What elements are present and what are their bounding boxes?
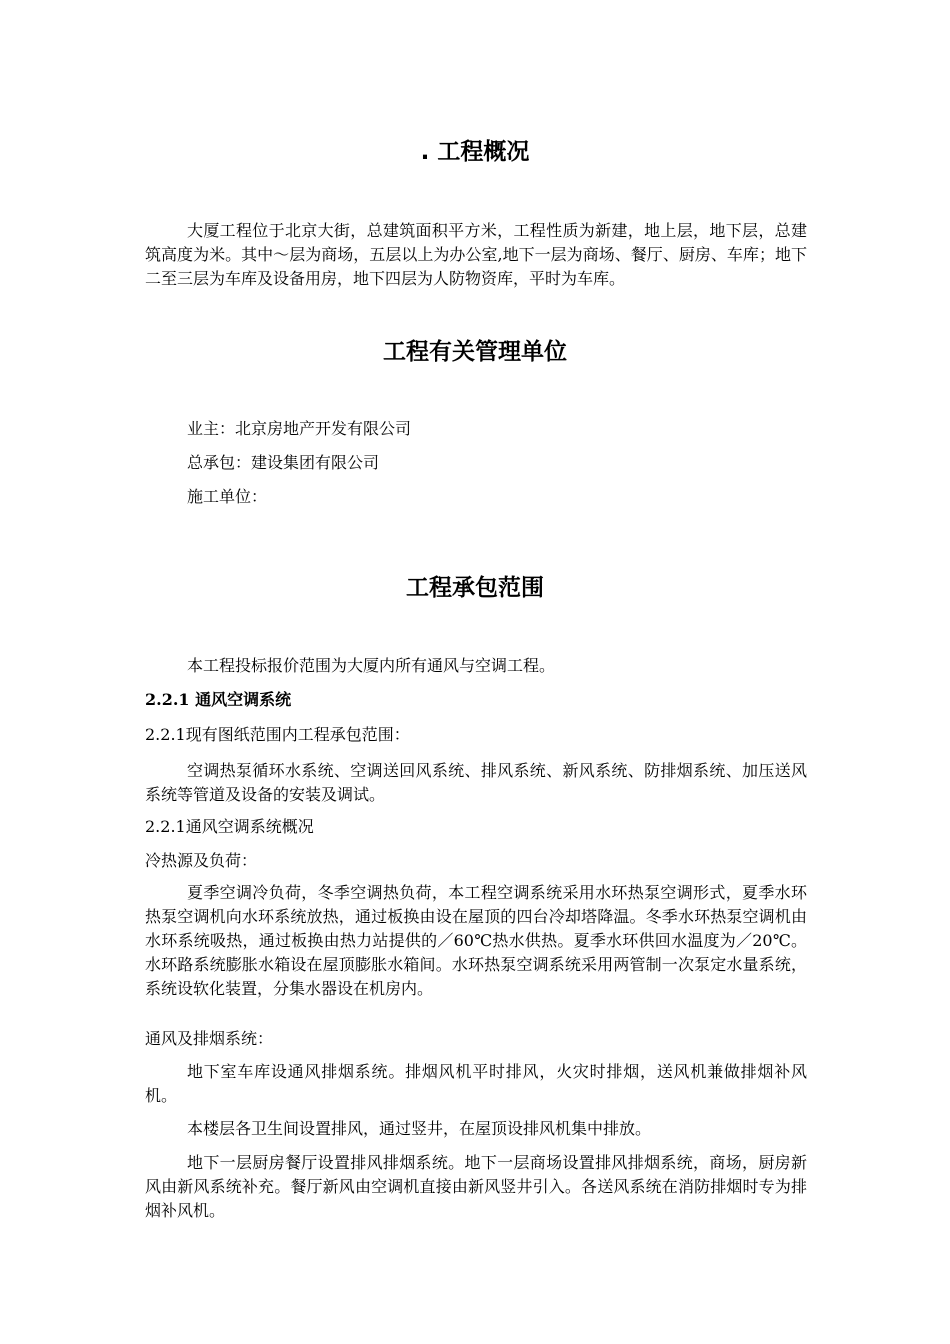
scope-intro: 本工程投标报价范围为大厦内所有通风与空调工程。	[187, 656, 556, 675]
ventilation-paragraph-kitchen: 地下一层厨房餐厅设置排风排烟系统。地下一层商场设置排风排烟系统，商场，厨房新风由新风系统补充。餐厅新风由空调机直接由新风竖井引入。各送风系统在消防排烟时专为排烟补风机。	[145, 1153, 807, 1220]
construction-unit-line: 施工单位：	[187, 487, 268, 506]
sub-scope-label: 2.2.1现有图纸范围内工程承包范围：	[145, 725, 410, 744]
ventilation-paragraph-garage: 地下室车库设通风排烟系统。排烟风机平时排风，火灾时排烟，送风机兼做排烟补风机。	[145, 1062, 807, 1105]
heading-contract-scope: 工程承包范围	[406, 575, 544, 601]
section-title-hvac: 2.2.1 通风空调系统	[145, 690, 292, 709]
cooling-heating-label: 冷热源及负荷：	[145, 851, 258, 870]
general-contractor-line: 总承包：建设集团有限公司	[187, 453, 380, 472]
overview-paragraph: 大厦工程位于北京大街，总建筑面积平方米，工程性质为新建，地上层，地下层，总建筑高度为米。其中～层为商场，五层以上为办公室,地下一层为商场、餐厅、厨房、车库；地下二至三层为车库及设备用房，地下四层为人防物资库，平时为车库。	[145, 221, 807, 288]
owner-line: 业主：北京房地产开发有限公司	[187, 419, 412, 438]
ventilation-label: 通风及排烟系统：	[145, 1029, 274, 1048]
heading-management-units: 工程有关管理单位	[383, 339, 567, 365]
heading-project-overview: . 工程概况	[420, 139, 530, 165]
sub-scope-paragraph: 空调热泵循环水系统、空调送回风系统、排风系统、新风系统、防排烟系统、加压送风系统等管道及设备的安装及调试。	[145, 761, 807, 804]
cooling-heating-paragraph: 夏季空调冷负荷，冬季空调热负荷，本工程空调系统采用水环热泵空调形式，夏季水环热泵空调机向水环系统放热，通过板换由设在屋顶的四台冷却塔降温。冬季水环热泵空调机由水环系统吸热，通过板换由热力站提供的／60℃热水供热。夏季水环供回水温度为／20℃。水环路系统膨胀水箱设在屋顶膨胀水箱间。水环热泵空调系统采用两管制一次泵定水量系统，系统设软化装置，分集水器设在机房内。	[145, 883, 807, 998]
hvac-overview-label: 2.2.1通风空调系统概况	[145, 817, 314, 836]
ventilation-paragraph-restrooms: 本楼层各卫生间设置排风，通过竖井，在屋顶设排风机集中排放。	[187, 1119, 652, 1138]
